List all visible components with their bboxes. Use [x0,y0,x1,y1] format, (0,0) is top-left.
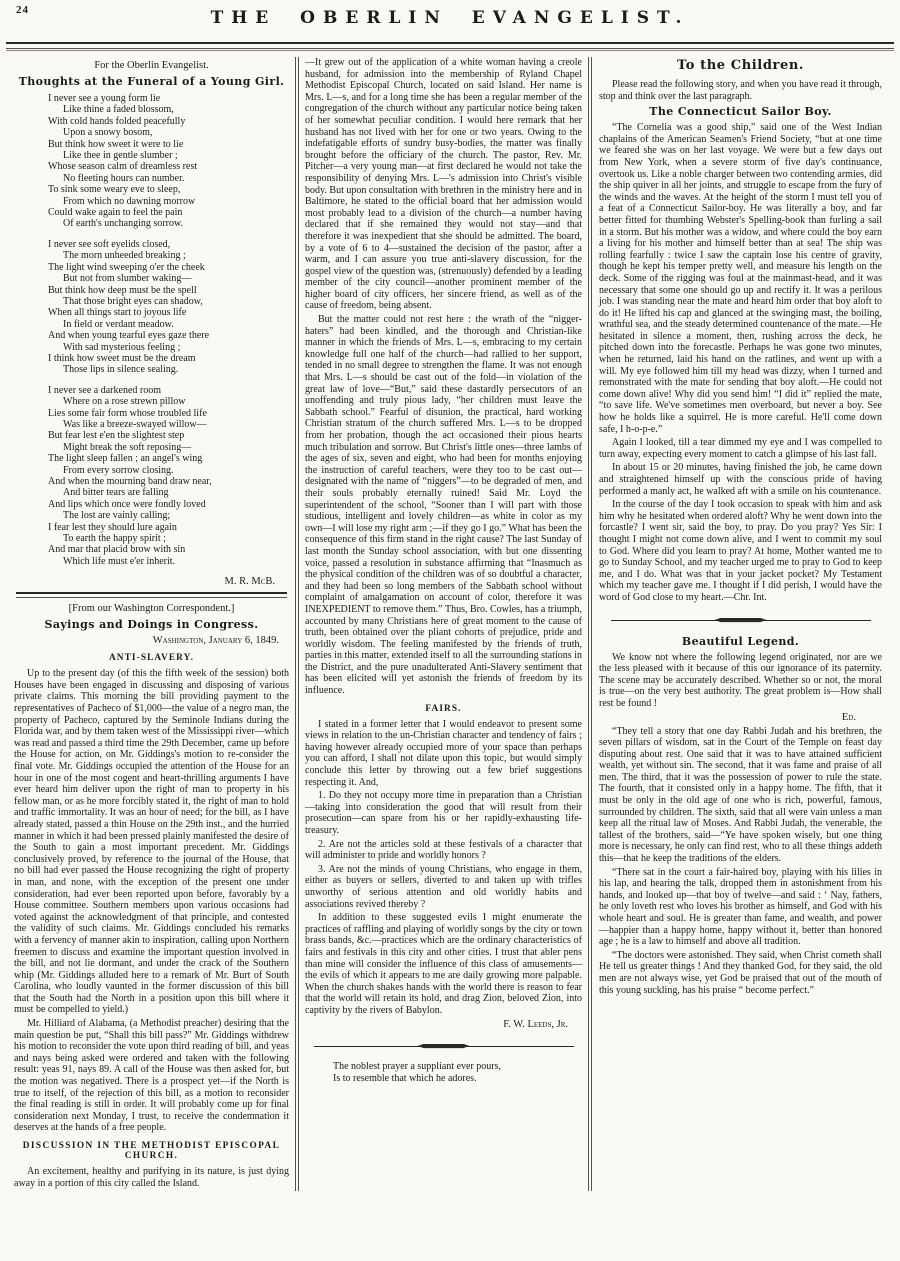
poem-line: I never see a young form lie [48,93,161,104]
legend-paragraph: “They tell a story that one day Rabbi Judah and his brethren, the seven pillars of wisdom, sat in the Court of the Temple on feast day disputing about rest. One said that it was to have attained sufficient wealth, yet without sin. The second, that it was fame and praise of all men. The third, that it was the possession of power to rule the state. The fourth, that it consisted only in a happy home. The fifth, that it must be only in the old age of one who is rich, powerful, famous, surrounded by children. The sixth, said that all were vain unless a man keep all the ritual law of Moses. And Rabbi Judah, the venerable, the tallest of the brothers, said—“Ye have spoken wisely, but one thing more is necessary, he only can find rest, who to all these things addeth this—that he keep the traditions of the elders. [599,725,882,865]
poem-line: And when young tearful eyes gaze there [48,330,210,342]
poem-line: In field or verdant meadow. [63,318,174,330]
poem-line: Might break the soft reposing— [63,441,192,453]
congress-article-title: Sayings and Doings in Congress. [44,618,259,632]
letter-signature: F. W. Leeds, Jr. [503,1018,568,1030]
divider-diamond-icon [715,618,767,623]
divider-line [462,1046,574,1047]
columns-container [0,51,900,1191]
children-section-title: To the Children. [676,58,805,73]
fairs-item-2: 2. Are not the articles sold at these festivals of a character that will administer to pride and worldly honors ? [305,838,582,862]
page-header [0,0,900,40]
discussion-paragraph: An excitement, healthy and purifying in its nature, is just dying away in a portion of this city called the Island. [14,1166,289,1189]
poem-line: Whose season calm of dreamless rest [48,161,198,173]
poem-line: Like thine a faded blossom, [63,104,174,116]
masthead-title: THE OBERLIN EVANGELIST. [210,8,690,28]
poem-line: But think how sweet it were to lie [48,138,184,150]
poem-line: That those bright eyes can shadow, [63,295,203,307]
divider-line [759,620,871,621]
poem-line: The lost are vainly calling; [63,510,171,522]
subhead-fairs: FAIRS. [425,703,462,714]
poem-line: I never see soft eyelids closed, [48,238,171,250]
poem-line: The light sleep fallen ; an angel's wing [48,453,203,465]
poem-line: But fear lest e'en the slightest step [48,430,185,442]
sailor-paragraph: In the course of the day I took occasion to speak with him and ask him why he hesitated when ordered aloft? Why he went down into the forcastle? I went sir, said the boy, to pray. Do you pray? Yes Sir: I thought I might not come down alive, and I went to commit my soul to God. Where did you learn to pray? At home, Mother wanted me to go to Sunday School, and my teacher urged me to pray to God to keep me, and I do. What was that in your jacket pocket? My Testament which my teacher gave me. I thought if I did perish, I would have the word of God close to my heart.—Chr. Int. [599,499,882,603]
poem-line: I think how sweet must be the dream [48,352,196,364]
poem-line: But think how deep must be the spell [48,284,197,296]
poem-line: And mar that placid brow with sin [48,544,186,556]
poem-line: And bitter tears are falling [63,487,169,499]
poem-line: From every sorrow closing. [63,464,174,476]
poem-title: Thoughts at the Funeral of a Young Girl. [18,75,285,88]
fairs-item-3: 3. Are not the minds of young Christians, who engage in them, either as buyers or sellers, diverted to and taken up with trifles unworthy of serious attention and old worldly habits and associations revived thereby ? [305,863,582,910]
island-church-paragraph: —It grew out of the application of a white woman having a creole husband, for admission into the membership of Ryland Chapel Methodist Episcopal Church, located on said Island. Her name is Mrs. L—s, and for a long time she has been a regular member of the congregation of the church without any particular notice being taken of her somewhat peculiar condition. I would here remark that her husband has not lived with her for one or two years. Owing to the indefatigable efforts of sundry busy-bodies, the matter was finally brought before the officiary of the church. The pastor, Rev. Mr. Pitcher—a very young man—at first declared he would not take the responsibility of denying Mrs. L—'s admission into Christ's visible body. But upon consultation with brethren in the ministry here and in Baltimore, he stated to the official board that her admission would most probably lead to a division of the church—a number having declared that if she remained they would not stay—and that therefore it was inexpedient that she should be admitted. The board, by a vote of 6 to 4—sustained the decision of the pastor, after a warm, and I can assure you true anti-slavery discussion, for the gospel view of the question was, (strenuously) defended by a leading member of the city council—another prominent member of the higher board of city officers, her sincere friend, as well as of the cause of freedom, being absent. [305,57,582,312]
fairs-intro-paragraph: I stated in a former letter that I would endeavor to present some views in relation to the un-Christian character and tendency of fairs ; having however already occupied more of your space than perhaps you can afford, I shall not dilate upon this topic, but would simply conclude this letter by throwing out a few brief suggestions respecting it. And, [305,718,582,788]
poem-signature: M. R. McB. [224,576,275,588]
legend-paragraph: “There sat in the court a fair-haired boy, playing with his lilies in his lap, and hearing the talk, dropped them in astonishment from his hands, and looked up—that boy of twelve—and said : ‘ Nay, fathers, he only loveth rest who loves his brother as himself, and God with his whole heart and soul. He is greater than fame, and wealth, and power—happier than a happy home, happy without it, better than honored age ; he is a law to himself and above all tradition. [599,866,882,948]
dateline: Washington, January 6, 1849. [152,635,279,647]
poem-line: Was like a breeze-swayed willow— [63,418,207,430]
poem-stanza-1 [48,93,289,230]
divider-line [314,1046,426,1047]
header-rule [6,42,894,49]
poem-line: Lies some fair form whose troubled life [48,407,207,419]
congress-paragraph: Up to the present day (of this the fifth week of the session) both Houses have been engaged in discussing and disposing of various private claims. This morning the bill providing payment to the representatives of Pacheco of $1,000—the value of a negro man, the property of Pacheco, captured by the Seminole Indians during the Florida war, and by them taken west of the Mississippi river—which was read and passed a third time the 29th December, came up before the House for action, on Mr. Giddings's motion to re-consider the final vote. Mr. Giddings occupied the attention of the House for an hour in one of the most cogent and heart-thrilling arguments I have ever heard him deliver upon the right of man to property in his fellow man, or as he more forcibly stated it, the right of man to hold and traffic immortality. It was an hour of need; for the bill, as I have already stated, passed a thin House on the 29th inst., and the hurried manner in which it had been pressed plainly manifested the desire of the South to gain a most important precedent. Mr. Giddings conclusively proved, by reference to the journal of the House, that no bill had ever passed the House recognizing the right of property in man, and none, with the exception of the present one under consideration, had ever been reported upon before, favorably by a House committee. Southern members upon various occasions had voted against the acknowledgment of that principle, and contested the validity of such claims. Mr. Giddings concluded his remarks with a fervency of manner akin to inspiration, calling upon Northern freemen to discuss and examine the important question involved in the bill, and not lie dormant, and under the crack of the Southern whip (Mr. Giddings alluded here to a remark of Mr. Burt of South Carolina, who loudly vaunted in the former discussion of this bill that the South had the North in a position upon this bill where it must be compelled to yield.) [14,668,289,1016]
epigram-line: Is to resemble that which he adores. [333,1073,477,1084]
poem-line: But not from slumber waking— [63,273,192,285]
funeral-poem [48,93,289,567]
sailor-paragraph: Again I looked, till a tear dimmed my eye and I was compelled to turn away, expecting every moment to catch a glimpse of his last fall. [599,437,882,460]
ornament-divider [599,618,882,623]
column-2 [299,57,588,1191]
poem-line: The light wind sweeping o'er the cheek [48,261,205,273]
epigram [333,1061,582,1086]
legend-title: Beautiful Legend. [681,634,800,648]
poem-line: Of earth's unchanging sorrow. [63,218,184,230]
sailor-paragraph: “The Cornelia was a good ship,” said one of the West Indian chaplains of the American Seamen's Friend Society, “but at one time we feared she was on her last voyage. We were but a few days out from New York, when a severe storm of five day's continuance, overtook us. Like a noble charger between two contending armies, did the ship quiver in all her joints, and struggle to escape from the fury of the winds and the waves. At the height of the storm I must tell you of a feat of a Connecticut Sailor-boy. He was literally a boy, and far better fitted for thumbing Webster's Spelling-book than furling a sail in a storm. But his mother was a widow, and where could the boy earn a living for his mother and himself better than at sea! The ship was rolling fearfully : twice I saw the captain lose his centre of gravity, though he kept his temper pretty well, and measure his length on the deck. Some of the rigging was foul at the mainmast-head, and it was necessary that some one should go up and rectify it. It was a perilous job. I was standing near the mate and heard him order that boy aloft to do it! He lifted his cap and glanced at the swinging mast, the boiling, wrathful sea, and the steady determined countenance of the mate.—He hesitated in silence a moment, then, rushing across the deck, he pitched down into the forecastle. Perhaps he was gone two minutes, when he returned, laid his hand on the ratlines, and went up with a will. My eye followed him till my head was dizzy, when I turned and remonstrated with the mate for sending that boy aloft.—He could not come down alive! Why did you send him! “I did it” replied the mate, “to save life. We've sometimes men overboard, but never a boy. See how he holds like a squirrel. He is more careful. He'll come down safe, I h-o-p-e.” [599,122,882,435]
epigram-line: The noblest prayer a suppliant ever pours, [333,1060,502,1072]
church-matter-paragraph: But the matter could not rest here : the wrath of the “nigger-haters” had been kindled, and the thorough and Christian-like manner in which the friends of Mrs. L—s, embracing to my certain knowledge full one half of the church—had rallied to her support, tended in no small degree to strengthen the flame. It was not enough that Mrs. L—s should be cast out of the fold—in violation of the great law of love—“But,” said these dastardly persecutors of an unoffending and truly pious lady, “her children must leave the Sabbath school.” Fearful of disunion, the practical, hard working Christian stratum of the church suffered Mrs. L—s to be dropped from her probation, though the act occasioned their pious hearts much tribulation and sorrow. But Christ's little ones—three lambs of the ages of six, seven and eight, who had been for months enjoying the instruction of careful teachers, were they too to be cast out—designated with the name of “niggers”—to be degraded of men, and their souls probably eternally ruined! Said Mr. Loyd the superintendent of the school, “Sooner than I will part with those studious, intelligent and lovely children—as white in color as my own—I will lose my right arm ;—if they go I go.” What has been the consequence of this firm stand in the right cause? The last Sunday of last month the Sunday school association, with but one dissenting voice, passed a resolution in substance affirming that “Inasmuch as the physical condition of the children was of so doubtful a character, and they had been so long members of the Sabbath school without complaint of amalgamation on account of color, therefore it was INEXPEDIENT to remove them.” Thus, Bro. Cowles, has a triumph, accounted by many Christians here of great moment to the cause of truth, been obtained over the pliant cohorts of prejudice, pride and worldly wisdom. The feeling manifested by the friends of truth, parties in this matter, extended itself to all the surrounding stations in the District, and the pure unadulterated Anti-Slavery sentiment that has been elicited will yet astonish the friends of freedom by its influence. [305,314,582,697]
poem-stanza-2 [48,239,289,376]
poem-line: When all things start to joyous life [48,307,187,319]
poem-line: From which no dawning morrow [63,195,196,207]
poem-line: With sad mysterious feeling ; [63,341,181,353]
poem-line: I never see a darkened room [48,384,161,396]
congress-paragraph: Mr. Hilliard of Alabama, (a Methodist preacher) desiring that the main question be put, “Shall this bill pass?” Mr. Giddings withdrew his motion to reconsider the vote upon third reading of bill, and yeas and nays being asked were ordered and taken with the following result: yeas 91, nays 89. A call of the House was then asked for, but the motion was negatived. There is a prospect yet—if the North is true to itself, of the rejection of this bill, as a motion to reconsider the final reading is still in order. It will probably come up for final consideration next Monday, I trust, to receive the condemnation it deserves at the hands of a free people. [14,1018,289,1134]
sailor-paragraph: In about 15 or 20 minutes, having finished the job, he came down and straightened himself up with the conscious pride of having performed a manly act, he walked aft with a smile on his countenance. [599,462,882,497]
poem-line: Which life must e'er inherit. [63,555,176,567]
poem-line: With cold hands folded peacefully [48,115,186,127]
subhead-discussion: DISCUSSION IN THE METHODIST EPISCOPAL CHURCH. [22,1141,281,1161]
poem-line: Like thee in gentle slumber ; [63,150,178,162]
fairs-item-1: 1. Do they not occupy more time in preparation than a Christian—taking into consideration the good that will result from their prosecution—can spare from his or her rapidly-exhausting life-treasury. [305,790,582,836]
poem-line: To sink some weary eve to sleep, [48,184,181,196]
editor-signature: Ed. [841,711,856,723]
poem-line: And lips which once were fondly loved [48,498,206,510]
subhead-anti-slavery: ANTI-SLAVERY. [108,653,194,664]
divider-line [611,620,723,621]
poem-line: I fear lest they should lure again [48,521,177,533]
poem-line: Where on a rose strewn pillow [63,396,186,408]
section-rule [16,592,287,598]
children-intro-paragraph: Please read the following story, and when you have read it through, stop and think over the last paragraph. [599,79,882,102]
page-number: 24 [16,4,29,16]
poem-line: No fleeting hours can number. [63,172,185,184]
poem-line: To earth the happy spirit ; [63,533,166,545]
correspondent-line: [From our Washington Correspondent.] [68,603,235,615]
legend-intro-paragraph: We know not where the following legend originated, nor are we the less pleased with it because of this our ignorance of its paternity. The scene may be accurately described. Whether so or not, the moral is true—on the very best authority. The great problem is—How shall rest be found ! [599,651,882,709]
poem-stanza-3 [48,385,289,568]
sailor-story-title: The Connecticut Sailor Boy. [649,105,832,119]
poem-attribution: For the Oberlin Evangelist. [94,60,209,71]
legend-paragraph: “The doctors were astonished. They said, when Christ cometh shall He tell us greater things ! And they thanked God, for they said, the old men are not always wise, yet God be praised that out of the mouth of this young suckling, has his praise “ become perfect.” [599,949,882,996]
poem-line: Upon a snowy bosom, [63,127,153,139]
poem-line: The morn unheeded breaking ; [63,250,186,262]
ornament-divider [305,1044,582,1049]
column-1 [12,57,295,1191]
poem-line: And when the mourning band draw near, [48,476,212,487]
column-3 [592,57,884,1191]
poem-line: Those lips in silence sealing. [63,364,179,376]
poem-line: Could wake again to feel the pain [48,207,183,219]
fairs-conclusion-paragraph: In addition to these suggested evils I might enumerate the practices of raffling and playing of worldly songs by the city or town brass bands, &c.—practices which are the ordinary characteristics of fairs and festivals in this city and other cities. I trust that abler pens than mine will consider the influence of this class of amusements—the evils of which it appears to me are daily growing more palpable. When the church shakes hands with the world there is reason to fear that the world will retain its hold, and drag Zion, beloved Zion, into captivity by the rivers of Babylon. [305,912,582,1016]
divider-diamond-icon [418,1044,470,1049]
